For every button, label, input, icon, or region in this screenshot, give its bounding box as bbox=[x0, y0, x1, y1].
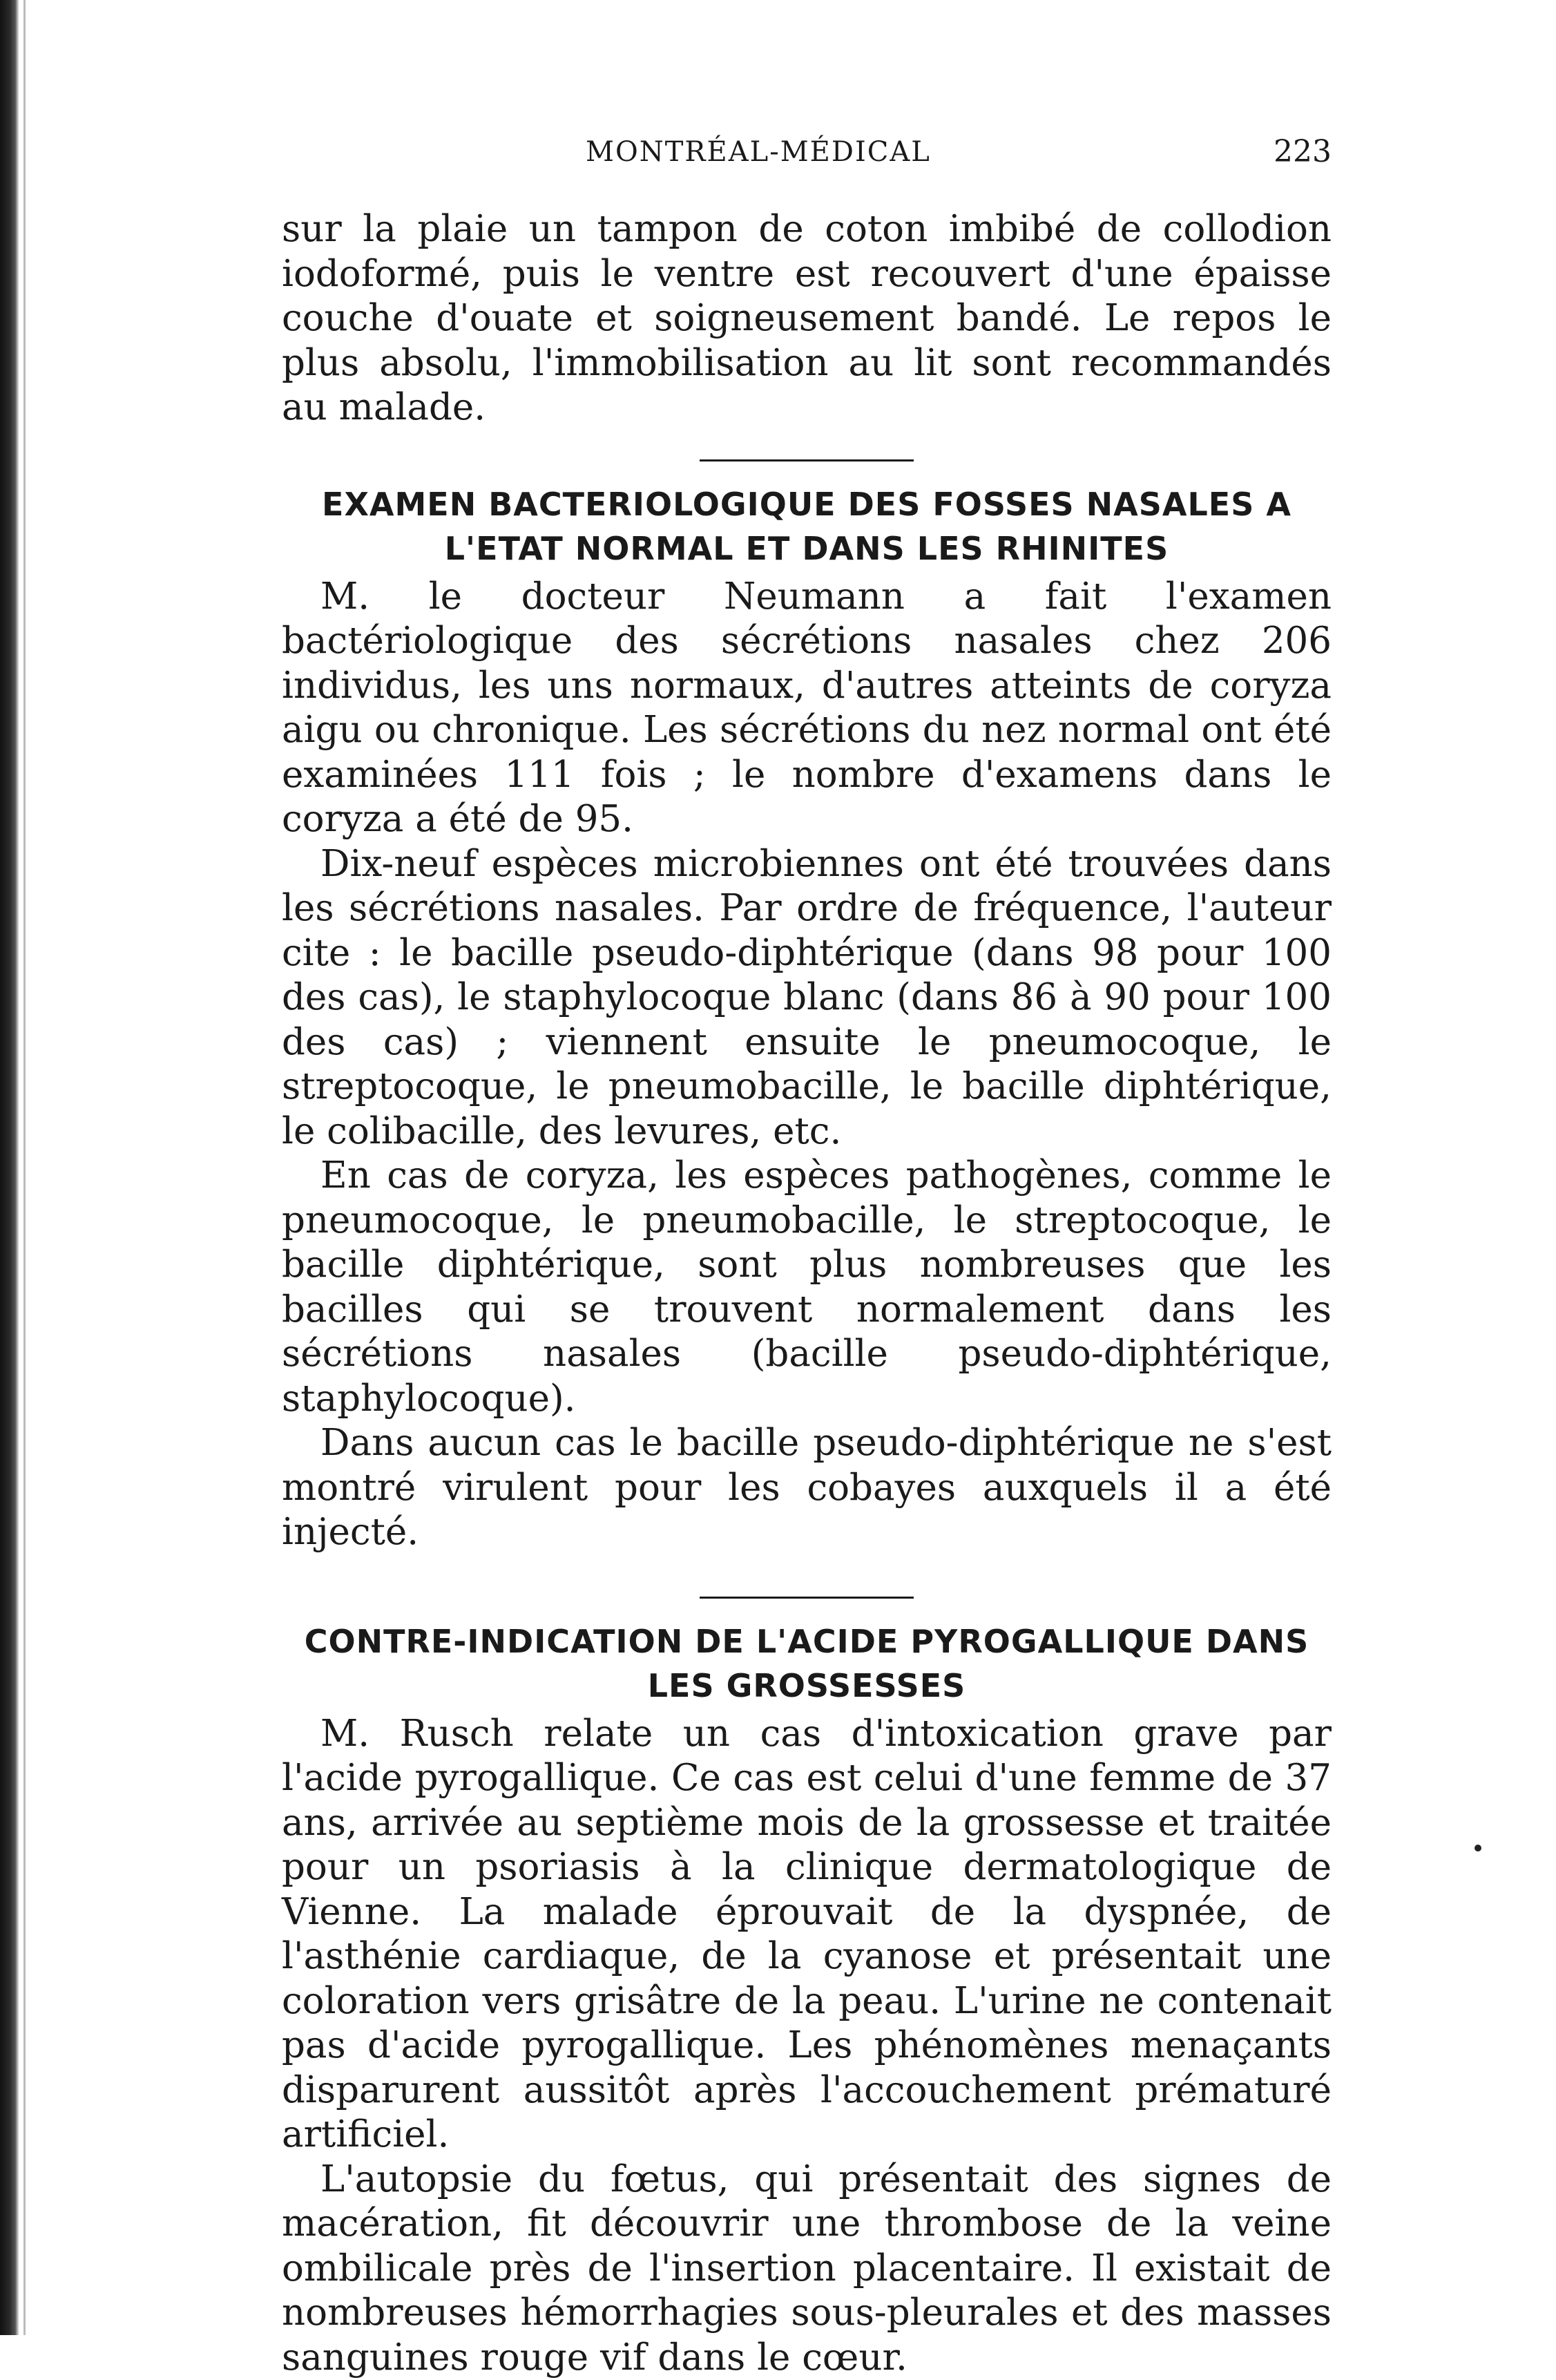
page-body bbox=[282, 207, 1332, 2380]
paragraph: En cas de coryza, les espèces pathogènes, comme le pneumocoque, le pneumobacille, le streptocoque, le bacille diphtérique, sont plus nombreuses que les bacilles qui se trouvent normalement dans les sécrétions nasales (bacille pseudo-diphtérique, staphylocoque). bbox=[282, 1154, 1332, 1421]
running-header bbox=[282, 131, 1332, 180]
page-number: 223 bbox=[1274, 131, 1332, 173]
section-divider bbox=[700, 459, 914, 461]
intro-paragraph: sur la plaie un tampon de coton imbibé de collodion iodoformé, puis le ventre est recouvert d'une épaisse couche d'ouate et soigneusement bandé. Le repos le plus absolu, l'immobilisation au lit sont recommandés au malade. bbox=[282, 207, 1332, 430]
paragraph: M. le docteur Neumann a fait l'examen bactériologique des sécrétions nasales chez 206 individus, les uns normaux, d'autres atteints de coryza aigu ou chronique. Les sécrétions du nez normal ont été examinées 111 fois ; le nombre d'examens dans le coryza a été de 95. bbox=[282, 575, 1332, 842]
paragraph: M. Rusch relate un cas d'intoxication grave par l'acide pyrogallique. Ce cas est celui d'une femme de 37 ans, arrivée au septième mois de la grossesse et traitée pour un psoriasis à la clinique dermatologique de Vienne. La malade éprouvait de la dyspnée, de l'asthénie cardiaque, de la cyanose et présentait une coloration vers grisâtre de la peau. L'urine ne contenait pas d'acide pyrogallique. Les phénomènes menaçants disparurent aussitôt après l'accouchement prématuré artificiel. bbox=[282, 1712, 1332, 2158]
section-divider bbox=[700, 1597, 914, 1599]
margin-speck bbox=[1475, 1845, 1481, 1851]
heading-line-1: EXAMEN BACTERIOLOGIQUE DES FOSSES NASALES A bbox=[282, 482, 1332, 526]
paragraph: Dix-neuf espèces microbiennes ont été trouvées dans les sécrétions nasales. Par ordre de fréquence, l'auteur cite : le bacille pseudo-diphtérique (dans 98 pour 100 des cas), le staphylocoque blanc (dans 86 à 90 pour 100 des cas) ; viennent ensuite le pneumocoque, le streptocoque, le pneumobacille, le bacille diphtérique, le colibacille, des levures, etc. bbox=[282, 842, 1332, 1154]
binding-shadow bbox=[0, 0, 19, 2335]
heading-line-2: LES GROSSESSES bbox=[282, 1664, 1332, 1708]
heading-line-1: CONTRE-INDICATION DE L'ACIDE PYROGALLIQUE DANS bbox=[282, 1619, 1332, 1664]
section-heading-pyrogallic-acid bbox=[282, 1619, 1332, 1708]
heading-line-2: L'ETAT NORMAL ET DANS LES RHINITES bbox=[282, 526, 1332, 571]
journal-title: MONTRÉAL-MÉDICAL bbox=[586, 131, 931, 173]
section-heading-bacteriology bbox=[282, 482, 1332, 571]
paragraph: Dans aucun cas le bacille pseudo-diphtérique ne s'est montré virulent pour les cobayes auxquels il a été injecté. bbox=[282, 1421, 1332, 1555]
paragraph: L'autopsie du fœtus, qui présentait des signes de macération, fit découvrir une thrombose de la veine ombilicale près de l'insertion placentaire. Il existait de nombreuses hémorrhagies sous-pleurales et des masses sanguines rouge vif dans le cœur. bbox=[282, 2158, 1332, 2380]
page-edge bbox=[23, 0, 26, 2335]
